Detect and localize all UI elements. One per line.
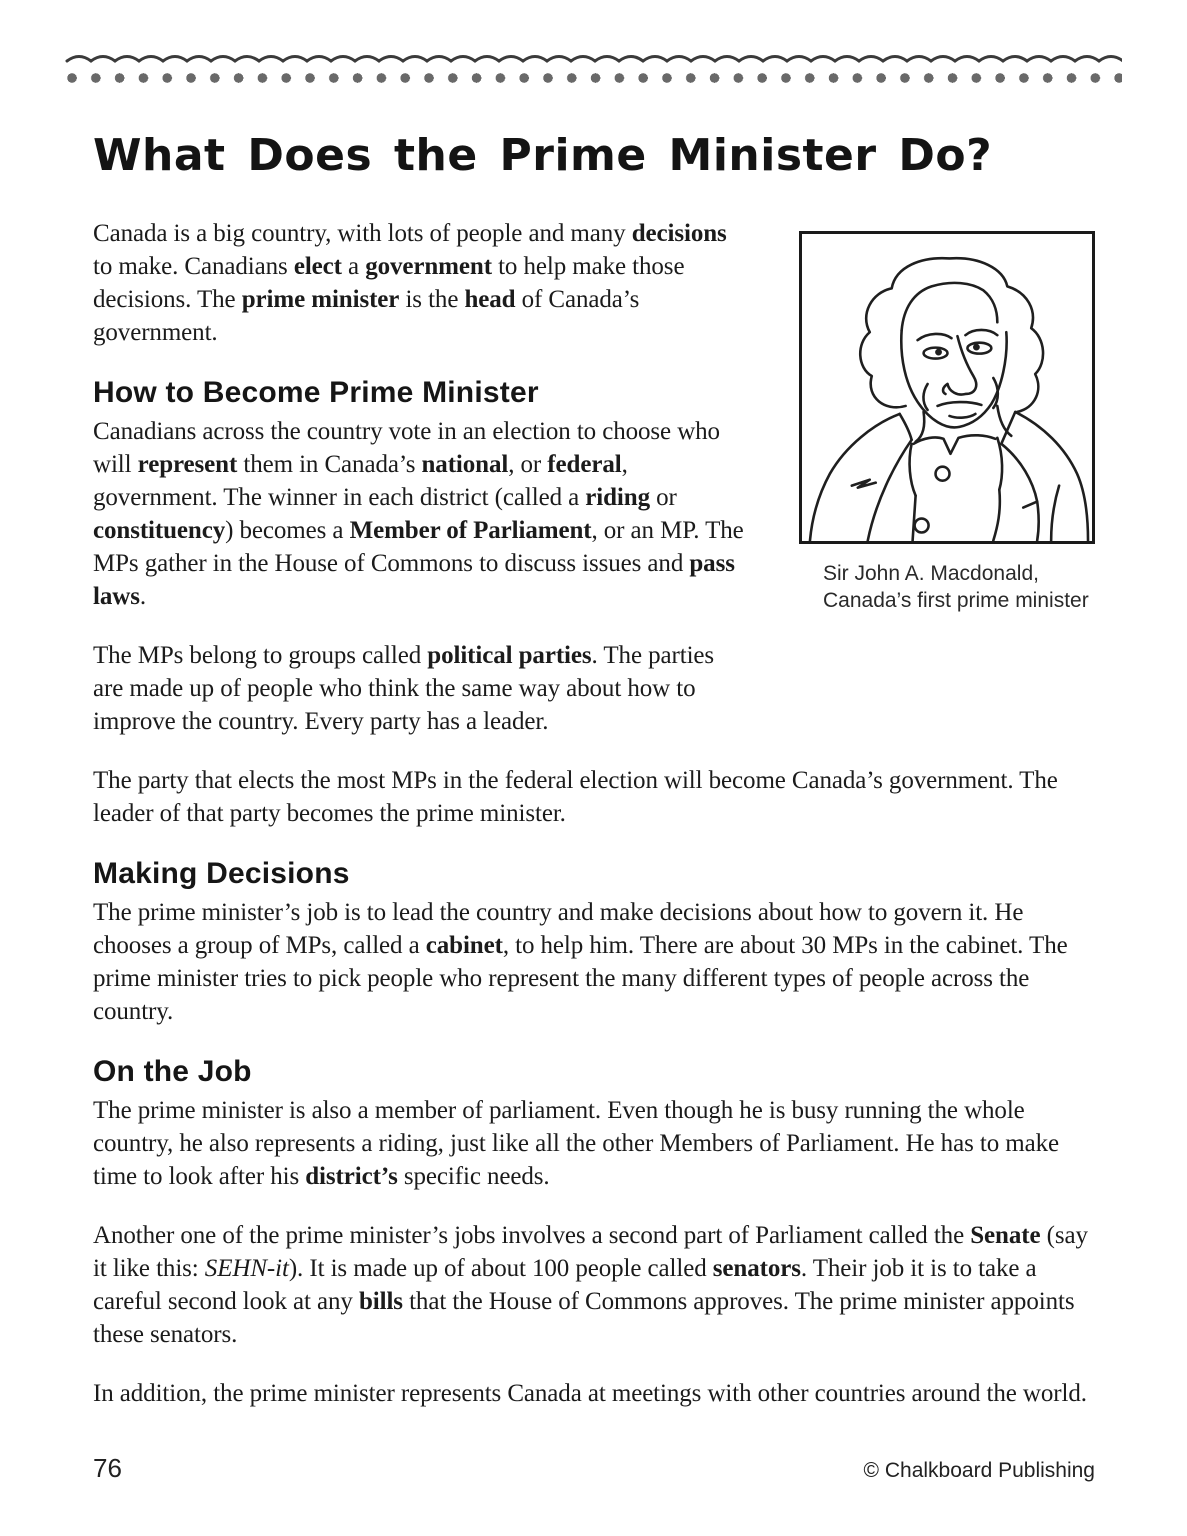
caption-line-2: Canada’s first prime minister	[823, 589, 1089, 612]
portrait-figure	[799, 231, 1095, 614]
page-content	[0, 131, 1187, 1410]
world-paragraph: In addition, the prime minister represents Canada at meetings with other countries around the world.	[93, 1380, 1087, 1407]
macdonald-portrait-icon	[802, 234, 1092, 541]
portrait-caption	[799, 560, 1095, 614]
copyright-notice: © Chalkboard Publishing	[863, 1459, 1095, 1482]
intro-paragraph: Canada is a big country, with lots of people and many decisions to make. Canadians elect a government to help make those decisions. The prime minister is the head of Canada’s government.	[93, 220, 727, 346]
page-footer	[93, 1453, 1095, 1484]
page-title: What Does the Prime Minister Do?	[93, 130, 993, 181]
page-number: 76	[93, 1453, 122, 1483]
top-decoration	[65, 50, 1122, 85]
how-to-become-paragraph: Canadians across the country vote in an election to choose who will represent them in Canada’s national, or federal, government. The winner in each district (called a riding or constituency) becomes a Member of Parliament, or an MP. The MPs gather in the House of Commons to discuss issues and pass laws.	[93, 418, 744, 610]
wavy-line-icon	[65, 50, 1122, 66]
section-heading-on-the-job: On the Job	[93, 1055, 252, 1088]
party-elects-paragraph: The party that elects the most MPs in the federal election will become Canada’s government. The leader of that party becomes the prime minister.	[93, 767, 1058, 827]
making-decisions-paragraph: The prime minister’s job is to lead the country and make decisions about how to govern it. He chooses a group of MPs, called a cabinet, to help him. There are about 30 MPs in the cabinet. The prime minister tries to pick people who represent the many different types of people across the country.	[93, 899, 1068, 1025]
caption-line-1: Sir John A. Macdonald,	[823, 562, 1039, 585]
section-heading-how-to-become: How to Become Prime Minister	[93, 376, 539, 409]
dotted-row-decoration	[65, 71, 1122, 85]
political-parties-paragraph: The MPs belong to groups called political parties. The parties are made up of people who think the same way about how to improve the country. Every party has a leader.	[93, 642, 715, 735]
on-the-job-paragraph: The prime minister is also a member of parliament. Even though he is busy running the whole country, he also represents a riding, just like all the other Members of Parliament. He has to make time to look after his district’s specific needs.	[93, 1097, 1059, 1190]
section-heading-making-decisions: Making Decisions	[93, 857, 350, 890]
senate-paragraph: Another one of the prime minister’s jobs involves a second part of Parliament called the Senate (say it like this: SEHN-it). It is made up of about 100 people called senators. Their job it is to take a careful second look at any bills that the House of Commons approves. The prime minister appoints these senators.	[93, 1222, 1088, 1348]
portrait-image-frame	[799, 231, 1095, 544]
